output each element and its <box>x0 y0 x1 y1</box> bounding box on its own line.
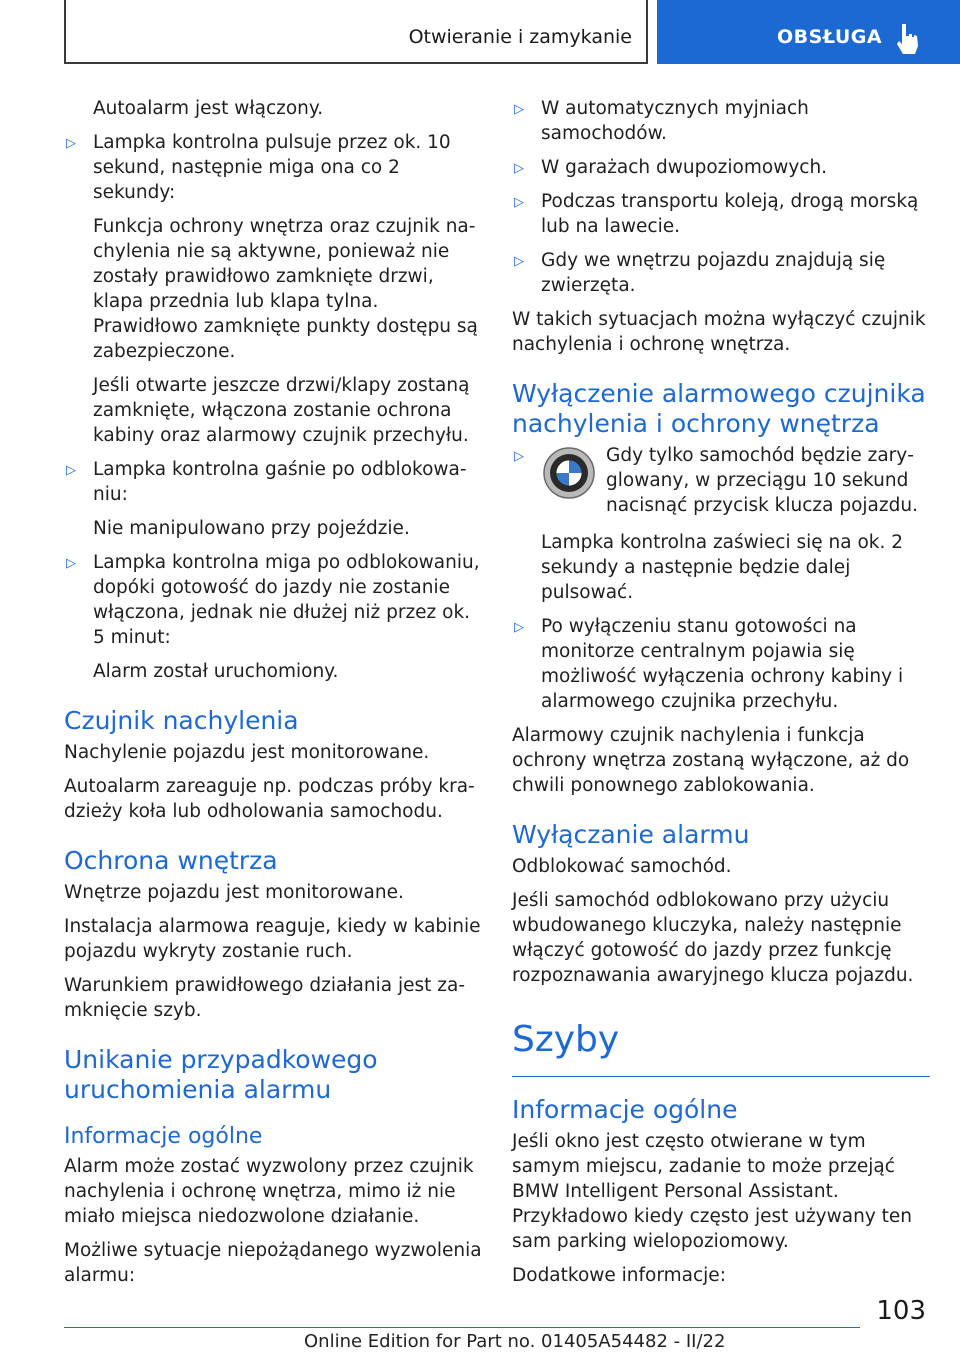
triangle-right-icon: ▷ <box>514 620 524 635</box>
list-item <box>512 614 930 714</box>
paragraph: Wnętrze pojazdu jest monitorowane. <box>64 882 404 903</box>
triangle-right-icon: ▷ <box>514 161 524 176</box>
list-item <box>64 130 484 205</box>
paragraph: Jeśli otwarte jeszcze drzwi/klapy zostaną zamknięte, włączona zostanie ochrona kabiny oraz alarmowy czujnik przechyłu. <box>93 375 470 446</box>
paragraph: Odblokować samochód. <box>512 856 732 877</box>
list-item <box>512 155 930 180</box>
paragraph: Alarmowy czujnik nachylenia i funkcja ochrony wnętrza zostaną wyłączone, aż do chwili ponownego zablokowania. <box>512 725 910 796</box>
triangle-right-icon: ▷ <box>66 136 76 151</box>
triangle-right-icon: ▷ <box>514 102 524 117</box>
triangle-right-icon: ▷ <box>66 463 76 478</box>
paragraph: Autoalarm zareaguje np. podczas próby kradzieży koła lub odholowania samochodu. <box>64 776 475 822</box>
footer-edition: Online Edition for Part no. 01405A54482 - II/22 <box>304 1331 726 1352</box>
heading-switch-off-sensors: Wyłączenie alarmowego czujnika nachylenia i ochrony wnętrza <box>512 379 926 438</box>
list-item-text: Gdy tylko samochód będzie zaryglowany, w przeciągu 10 sekund nacisnąć przycisk klucza pojazdu. <box>606 445 918 516</box>
list-item <box>512 189 930 239</box>
paragraph: Możliwe sytuacje niepożądanego wyzwolenia alarmu: <box>64 1240 482 1286</box>
right-column <box>512 96 930 1297</box>
heading-avoid-false-alarm: Unikanie przypadkowego uruchomienia alarmu <box>64 1045 378 1104</box>
list-item-text: Gdy we wnętrzu pojazdu znajdują się zwierzęta. <box>541 250 886 296</box>
list-item-text: Po wyłączeniu stanu gotowości na monitorze centralnym pojawia się możliwość wyłączenia ochrony kabiny i alarmowego czujnika przechyłu. <box>541 616 904 712</box>
paragraph: Warunkiem prawidłowego działania jest zamknięcie szyb. <box>64 975 466 1021</box>
paragraph: Funkcja ochrony wnętrza oraz czujnik nachylenia nie są aktywne, ponieważ nie zostały prawidłowo zamknięte drzwi, klapa przednia lub klapa tylna. Prawidłowo zamknięte punkty dostępu są zabezpieczone. <box>93 216 478 362</box>
paragraph: Alarm może zostać wyzwolony przez czujnik nachylenia i ochronę wnętrza, mimo iż nie miało miejsca niedozwolone działanie. <box>64 1156 474 1227</box>
list-item <box>512 248 930 298</box>
section-rule <box>512 1076 930 1077</box>
list-item <box>512 96 930 146</box>
list-item-text: W garażach dwupoziomowych. <box>541 157 828 178</box>
paragraph-alarm-on: Autoalarm jest włączony. <box>93 98 324 119</box>
triangle-right-icon: ▷ <box>66 556 76 571</box>
chapter-tab <box>657 0 960 64</box>
paragraph: Instalacja alarmowa reaguje, kiedy w kabinie pojazdu wykryty zostanie ruch. <box>64 916 481 962</box>
paragraph: Dodatkowe informacje: <box>512 1265 726 1286</box>
bmw-key-button-icon <box>543 447 595 499</box>
paragraph: Nie manipulowano przy pojeździe. <box>93 518 410 539</box>
section-title: Otwieranie i zamykanie <box>408 26 632 48</box>
heading-interior-protection: Ochrona wnętrza <box>64 846 278 875</box>
heading-tilt-sensor: Czujnik nachylenia <box>64 706 299 735</box>
left-column <box>64 96 484 1297</box>
list-item-text: Podczas transportu koleją, drogą morską lub na lawecie. <box>541 191 919 237</box>
list-item-text: W automatycznych myjniach samochodów. <box>541 98 809 144</box>
footer-rule <box>64 1327 860 1328</box>
list-item-text: Lampka kontrolna pulsuje przez ok. 10 sekund, następnie miga ona co 2 sekundy: <box>93 132 451 203</box>
triangle-right-icon: ▷ <box>514 195 524 210</box>
list-item <box>64 550 484 650</box>
chapter-title: OBSŁUGA <box>777 26 883 48</box>
list-item-text: Lampka kontrolna miga po odblokowaniu, dopóki gotowość do jazdy nie zostanie włączona, jednak nie dłużej niż przez ok. 5 minut: <box>93 552 480 648</box>
paragraph: Lampka kontrolna zaświeci się na ok. 2 sekundy a następnie będzie dalej pulsować. <box>541 532 904 603</box>
list-item <box>512 443 930 521</box>
triangle-right-icon: ▷ <box>514 254 524 269</box>
header-section-box <box>64 0 648 64</box>
pointing-hand-icon <box>893 22 921 56</box>
subheading-general-info: Informacje ogólne <box>64 1124 263 1149</box>
paragraph: Nachylenie pojazdu jest monitorowane. <box>64 742 430 763</box>
subheading-general-info: Informacje ogólne <box>512 1095 738 1124</box>
heading-alarm-off: Wyłączanie alarmu <box>512 820 750 849</box>
list-item <box>64 457 484 507</box>
paragraph: Alarm został uruchomiony. <box>93 661 339 682</box>
paragraph: Jeśli samochód odblokowano przy użyciu wbudowanego kluczyka, należy następnie włączyć gotowość do jazdy przez funkcję rozpoznawania awaryjnego klucza pojazdu. <box>512 890 914 986</box>
triangle-right-icon: ▷ <box>514 449 524 464</box>
paragraph: Jeśli okno jest często otwierane w tym samym miejscu, zadanie to może przejąć BMW Intelligent Personal Assistant. Przykładowo kiedy często jest używany ten sam parking wielopoziomowy. <box>512 1131 913 1252</box>
paragraph: W takich sytuacjach można wyłączyć czujnik nachylenia i ochronę wnętrza. <box>512 309 926 355</box>
heading-windows: Szyby <box>512 1019 620 1060</box>
list-item-text: Lampka kontrolna gaśnie po odblokowaniu: <box>93 459 467 505</box>
page-number: 103 <box>876 1296 926 1326</box>
